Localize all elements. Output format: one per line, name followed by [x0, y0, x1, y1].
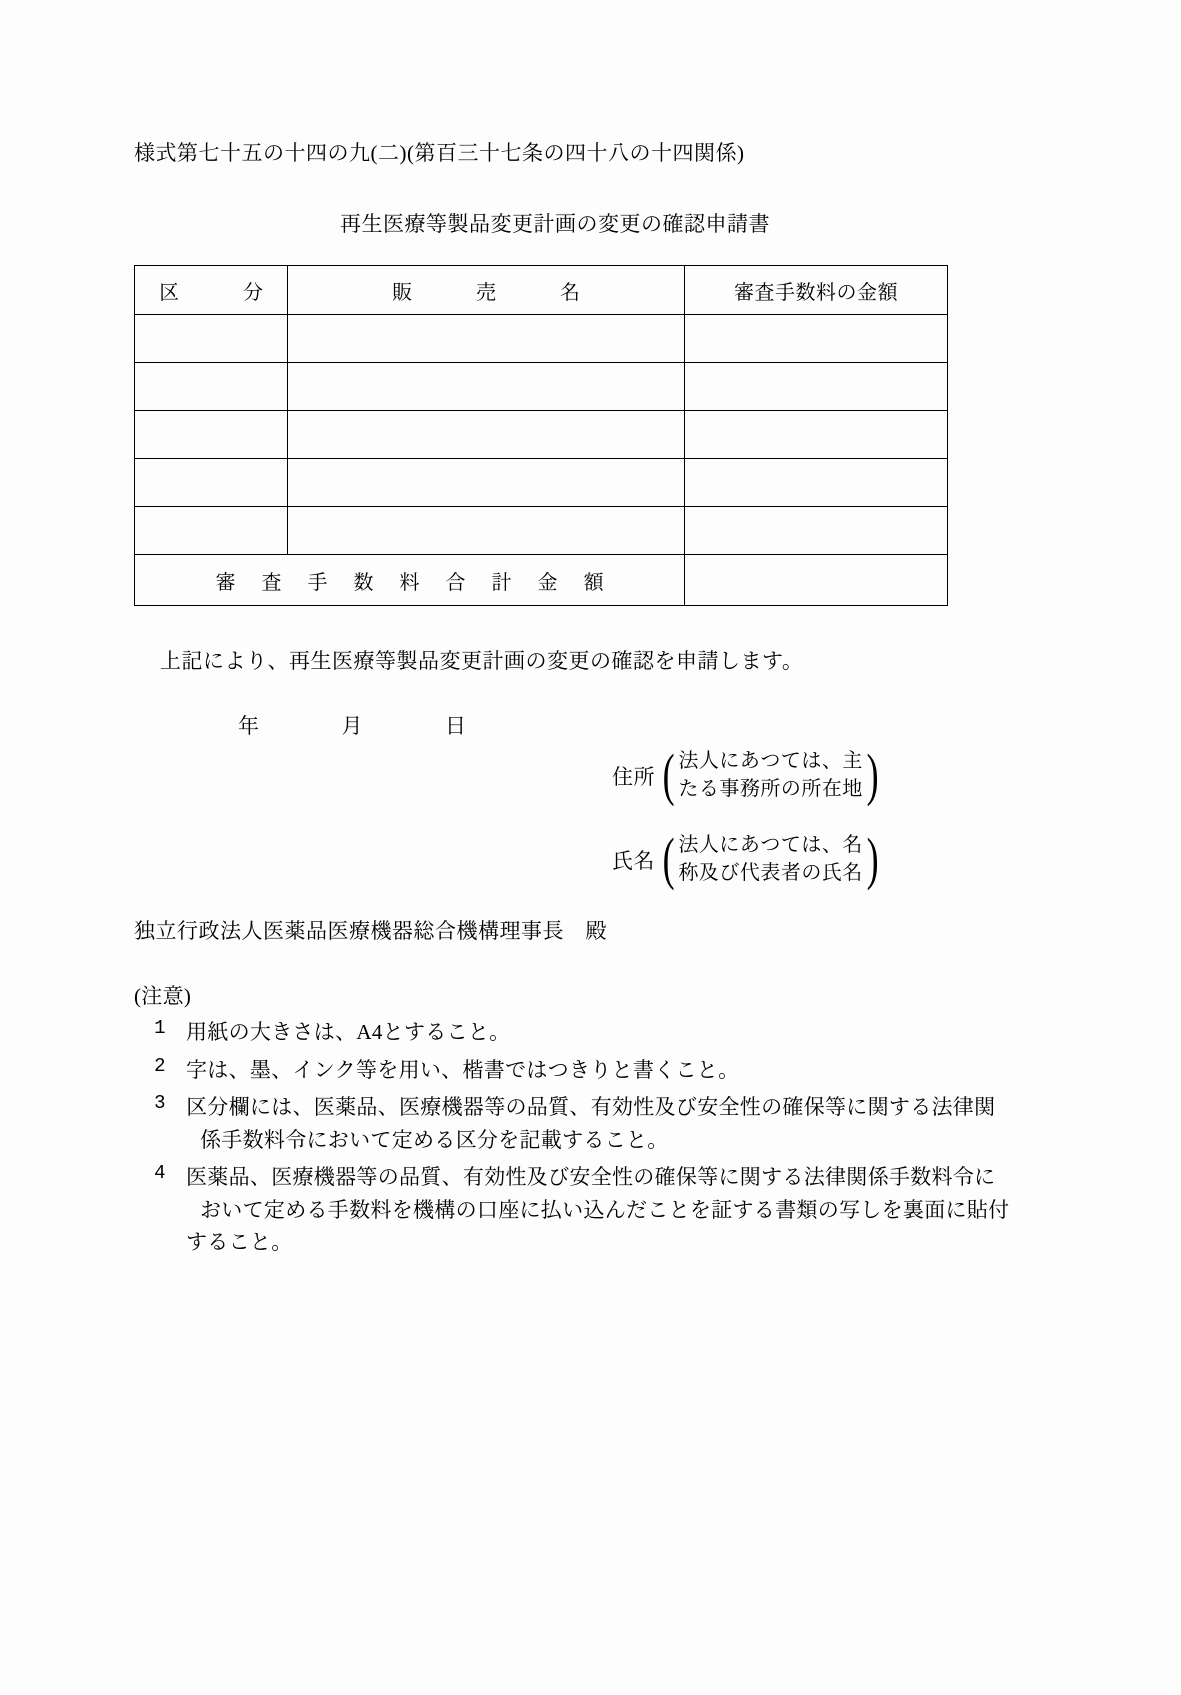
cell-kingaku[interactable]: [685, 459, 948, 507]
note-item: [134, 1016, 1034, 1049]
table-header-row: [135, 266, 948, 315]
address-block: [612, 742, 882, 808]
fee-table: [134, 265, 948, 606]
date-month-label[interactable]: 月: [341, 714, 363, 738]
right-brace-icon: ): [866, 826, 879, 892]
name-label: 氏名: [612, 848, 655, 873]
note-text-main: 字は、墨、インク等を用い、楷書ではつきりと書くこと。: [186, 1057, 740, 1082]
cell-kingaku[interactable]: [685, 411, 948, 459]
cell-kubun[interactable]: [135, 507, 288, 555]
note-text: [186, 1054, 1034, 1087]
cell-hanbai[interactable]: [288, 459, 685, 507]
note-text: [186, 1161, 1034, 1259]
name-note-lines: [678, 832, 863, 887]
note-item: [134, 1161, 1034, 1259]
table-row: [135, 315, 948, 363]
note-text: [186, 1016, 1034, 1049]
left-brace-icon: (: [662, 742, 675, 808]
note-item: [134, 1054, 1034, 1087]
addressee-line: 独立行政法人医薬品医療機器総合機構理事長 殿: [134, 919, 607, 943]
note-text-main: 医薬品、医療機器等の品質、有効性及び安全性の確保等に関する法律関係手数料令に: [186, 1165, 996, 1190]
total-value-cell[interactable]: [685, 555, 948, 606]
total-label-cell: [135, 555, 685, 606]
date-day-label[interactable]: 日: [445, 714, 466, 738]
table-row: [135, 411, 948, 459]
form-number: 様式第七十五の十四の九(二)(第百三十七条の四十八の十四関係): [134, 141, 745, 165]
cell-kubun[interactable]: [135, 459, 288, 507]
date-line: [238, 710, 466, 740]
cell-kingaku[interactable]: [685, 315, 948, 363]
page-title: 再生医療等製品変更計画の変更の確認申請書: [340, 212, 770, 236]
name-note-line-1: 法人にあつては、名: [678, 834, 863, 856]
total-label: 審査手数料合計金額: [215, 571, 630, 594]
cell-kubun[interactable]: [135, 363, 288, 411]
name-block: [612, 826, 882, 892]
address-note-line-2: たる事務所の所在地: [678, 777, 863, 800]
note-number: 2: [154, 1054, 166, 1077]
date-year-label[interactable]: 年: [238, 714, 259, 738]
application-statement: 上記により、再生医療等製品変更計画の変更の確認を申請します。: [160, 649, 804, 673]
table-row: [135, 363, 948, 411]
notes-title: (注意): [134, 984, 192, 1008]
cell-kubun[interactable]: [135, 411, 288, 459]
address-note-lines: [678, 748, 863, 803]
table-header-kingaku: [685, 266, 948, 315]
left-brace-icon: (: [662, 826, 675, 892]
note-text-main: 区分欄には、医薬品、医療機器等の品質、有効性及び安全性の確保等に関する法律関: [186, 1095, 996, 1120]
cell-kingaku[interactable]: [685, 507, 948, 555]
cell-hanbai[interactable]: [288, 363, 685, 411]
cell-kubun[interactable]: [135, 315, 288, 363]
cell-hanbai[interactable]: [288, 315, 685, 363]
note-text-continuation: おいて定める手数料を機構の口座に払い込んだことを証する書類の写しを裏面に貼付 すること。: [186, 1197, 1010, 1255]
table-header-hanbai: [288, 266, 685, 315]
note-text-continuation: 係手数料令において定める区分を記載すること。: [200, 1127, 669, 1152]
cell-hanbai[interactable]: [288, 507, 685, 555]
right-brace-icon: ): [866, 742, 879, 808]
note-item: [134, 1091, 1034, 1156]
table-header-kingaku-label: 審査手数料の金額: [734, 281, 898, 304]
note-number: 4: [154, 1162, 166, 1185]
table-header-hanbai-label: 販 売 名: [392, 281, 602, 304]
note-number: 3: [154, 1092, 166, 1115]
table-header-kubun-label: 区 分: [159, 281, 285, 304]
note-text: [186, 1091, 1034, 1156]
table-row: [135, 459, 948, 507]
note-text-main: 用紙の大きさは、A4とすること。: [186, 1020, 511, 1044]
table-header-kubun: [135, 266, 288, 315]
name-note-line-2: 称及び代表者の氏名: [678, 861, 863, 884]
address-label: 住所: [612, 764, 655, 789]
notes-section: [134, 980, 1034, 1259]
cell-kingaku[interactable]: [685, 363, 948, 411]
cell-hanbai[interactable]: [288, 411, 685, 459]
table-total-row: [135, 555, 948, 606]
table-row: [135, 507, 948, 555]
address-note-line-1: 法人にあつては、主: [678, 750, 863, 772]
note-number: 1: [154, 1017, 166, 1039]
